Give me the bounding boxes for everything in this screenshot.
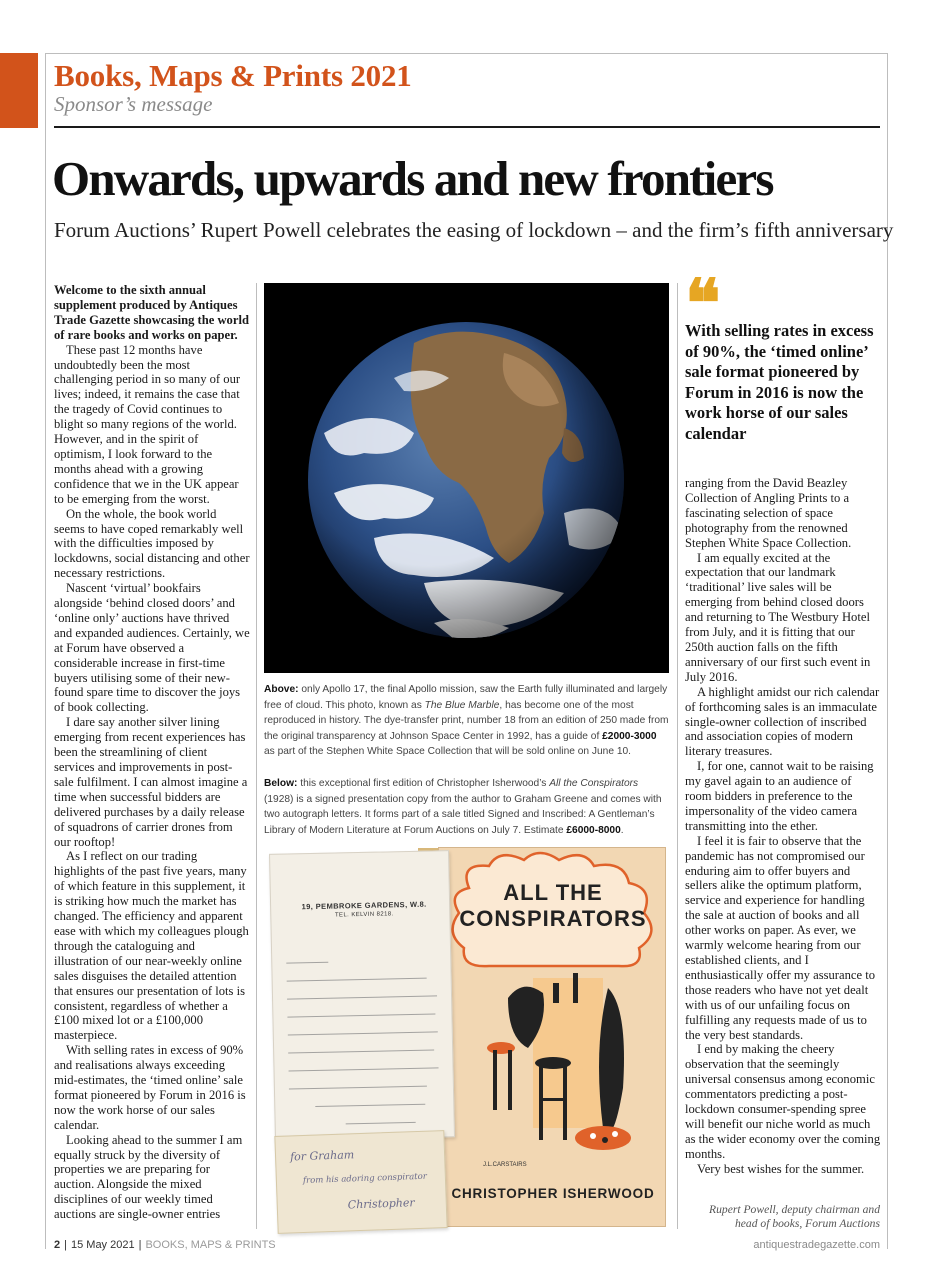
- body-paragraph: I am equally excited at the expectation that our landmark ‘traditional’ live sales will be emerging from behind closed doors and returning to The Westbury Hotel from July, and it is fitting that our 250th auction falls on the fifth anniversary of our first such event in July 2016.: [685, 550, 871, 684]
- body-paragraph: I dare say another silver lining emerging from recent experiences has been the streamlining of client services and improvements in post-sale fulfilment. I can almost imagine a time when successful bidders are delivered purchases by a daily release of squadrons of carrier drones from our rooftop!: [54, 715, 248, 849]
- footer-website: antiquestradegazette.com: [753, 1239, 880, 1251]
- book-title-line: CONSPIRATORS: [459, 906, 647, 931]
- body-paragraph: With selling rates in excess of 90% and realisations always exceeding mid-estimates, the ‘timed online’ sale format pioneered by Forum in 2016 is now the work horse of our sales calendar.: [54, 1043, 246, 1132]
- pull-quote: With selling rates in excess of 90%, the ‘timed online’ sale format pioneered by Forum in 2016 is now the work horse of our sales calendar: [685, 321, 874, 443]
- autograph-letter-image: [269, 850, 455, 1141]
- book-illustration: [453, 968, 653, 1178]
- author-signoff: [688, 1203, 880, 1231]
- handwriting-line: [346, 1122, 416, 1124]
- inscription-signature: Christopher: [347, 1196, 415, 1212]
- caption-estimate: £6000-8000: [566, 824, 621, 836]
- body-paragraph: These past 12 months have undoubtedly been the most challenging period in so many of our lives; indeed, it remains the case that the tragedy of Covid continues to blight so many regions of the world. However, and in the spirit of optimism, I look forward to the months ahead with a growing confidence that we in the UK appear to be emerging from the worst.: [54, 342, 241, 506]
- frame-left-border: [45, 53, 46, 1249]
- body-paragraph: A highlight amidst our rich calendar of forthcoming sales is an immaculate single-owner collection of inscribed and association copies of modern literary treasures.: [685, 684, 880, 759]
- caption-below: [264, 776, 670, 838]
- body-paragraph: On the whole, the book world seems to have coped remarkably well with the difficulties imposed by lockdowns, social distancing and other necessary restrictions.: [54, 506, 250, 581]
- caption-above: [264, 682, 670, 760]
- section-subtitle: Sponsor’s message: [54, 92, 213, 116]
- caption-text: this exceptional first edition of Christopher Isherwood’s: [297, 778, 550, 789]
- section-title: Books, Maps & Prints 2021: [54, 58, 412, 93]
- standfirst: Forum Auctions’ Rupert Powell celebrates the easing of lockdown – and the firm’s fifth anniversary: [54, 218, 894, 242]
- earth-globe-image: [264, 283, 669, 673]
- inscription-line: from his adoring conspirator: [302, 1171, 428, 1187]
- book-title-line: ALL THE: [503, 880, 603, 905]
- header-rule: [54, 126, 880, 128]
- handwriting-line: [315, 1104, 425, 1107]
- inscription-line: for Graham: [289, 1148, 355, 1164]
- issue-date: 15 May 2021: [70, 1239, 135, 1251]
- caption-text: only Apollo 17, the final Apollo mission, saw the Earth fully illuminated and largely free of cloud. This photo, known as: [264, 684, 668, 711]
- body-paragraph: As I reflect on our trading highlights of the past five years, many of which feature in this supplement, it is striking how much the market has changed. The efficiency and apparent ease with which my colleagues plough through the cataloguing and illustration of our near-weekly online sales disguises the detailed attention that ensures our presentation of lots is consistent, regardless of whether a £100 mixed lot or a £100,000 masterpiece.: [54, 849, 249, 1043]
- caption-text: as part of the Stephen White Space Collection that will be sold online on June 10.: [264, 746, 631, 757]
- caption-text: (1928) is a signed presentation copy from the author to Graham Greene and comes with two autograph letters. It forms part of a sale titled Signed and Inscribed: A Gentleman’s Library of Modern Literature at Forum Auctions on July 7. Estimate: [264, 793, 662, 836]
- right-column: [685, 476, 881, 1177]
- handwriting-line: [287, 995, 437, 999]
- column-divider: [256, 283, 257, 1229]
- handwriting-line: [287, 1013, 435, 1017]
- page-number: 2: [54, 1239, 61, 1251]
- caption-book-title: All the Conspirators: [549, 778, 639, 789]
- frame-top-border: [45, 53, 888, 54]
- letter-address: 19, PEMBROKE GARDENS, W.8.: [301, 899, 427, 912]
- blue-marble-photo: [264, 283, 669, 673]
- body-paragraph: ranging from the David Beazley Collection of Angling Prints to a fascinating selection of space photography from the renowned Stephen White Space Collection.: [685, 476, 852, 550]
- handwriting-line: [286, 962, 328, 964]
- footer-section: BOOKS, MAPS & PRINTS: [145, 1239, 276, 1251]
- handwriting-line: [287, 978, 427, 982]
- caption-label: Below:: [264, 778, 298, 789]
- book-author: CHRISTOPHER ISHERWOOD: [451, 1186, 655, 1201]
- handwriting-line: [289, 1086, 427, 1090]
- book-cover-image: [438, 847, 666, 1227]
- intro-paragraph: Welcome to the sixth annual supplement produced by Antiques Trade Gazette showcasing the world of rare books and works on paper.: [54, 283, 249, 342]
- signoff-line: Rupert Powell, deputy chairman and: [709, 1203, 880, 1216]
- caption-text: .: [620, 824, 624, 836]
- body-paragraph: Very best wishes for the summer.: [697, 1161, 865, 1176]
- quote-mark-icon: ❝: [685, 268, 721, 341]
- book-title: [439, 880, 666, 932]
- caption-text: , has become one of the most reproduced in history. The dye-transfer print, number 18 from an edition of 250 made from the original transparency at Johnson Space Center in 1992, has a guide of: [264, 699, 669, 742]
- signoff-line: head of books, Forum Auctions: [734, 1217, 880, 1230]
- body-paragraph: I feel it is fair to observe that the pandemic has not compromised our enduring aim to offer buyers and sellers alike the optimum platform, service and experience for handling the sale at auction of books and all other works on paper. As ever, we warmly welcome hearing from our established clients, and I enthusiastically offer my assurance to those readers who have not yet dealt with us of our unfailing focus on fulfilling any requests made of us to the very best standards.: [685, 833, 876, 1042]
- left-column: [54, 283, 250, 1222]
- body-paragraph: I, for one, cannot wait to be raising my gavel again to an audience of room bidders in preference to the impersonality of the video camera transmitting into the ether.: [685, 759, 874, 833]
- section-color-tab: [0, 53, 38, 128]
- body-paragraph: Nascent ‘virtual’ bookfairs alongside ‘behind closed doors’ and ‘online only’ auctions have thrived and expanded audiences. Certainly, we at Forum have observed a considerable increase in first-time buyers utilising some of their new-found spare time to discover the joys of book collecting.: [54, 581, 250, 715]
- letter-telephone: TEL. KELVIN 8218.: [334, 911, 394, 919]
- handwriting-line: [289, 1067, 439, 1071]
- body-paragraph: I end by making the cheery observation that the seemingly universal consensus among economic commentators predicting a post-lockdown consumer-spending spree will benefit our niche world as much as the wider economy over the coming months.: [685, 1042, 881, 1161]
- page-title: Onwards, upwards and new frontiers: [52, 151, 773, 206]
- illustrator-credit: J.L.CARSTAIRS: [483, 1162, 527, 1168]
- body-paragraph: Looking ahead to the summer I am equally struck by the diversity of properties we are preparing for auction. Alongside the mixed disciplines of our weekly timed auctions are single-owner entries: [54, 1132, 243, 1222]
- handwriting-line: [288, 1031, 438, 1035]
- column-divider: [677, 283, 678, 1229]
- inscription-card-image: [274, 1130, 447, 1234]
- caption-label: Above:: [264, 684, 299, 695]
- caption-artwork-title: The Blue Marble: [424, 699, 500, 711]
- handwriting-line: [288, 1050, 434, 1054]
- footer-folio: 2 | 15 May 2021 | BOOKS, MAPS & PRINTS: [54, 1239, 276, 1251]
- letter-letterhead: [299, 900, 429, 920]
- caption-estimate: £2000-3000: [602, 730, 657, 742]
